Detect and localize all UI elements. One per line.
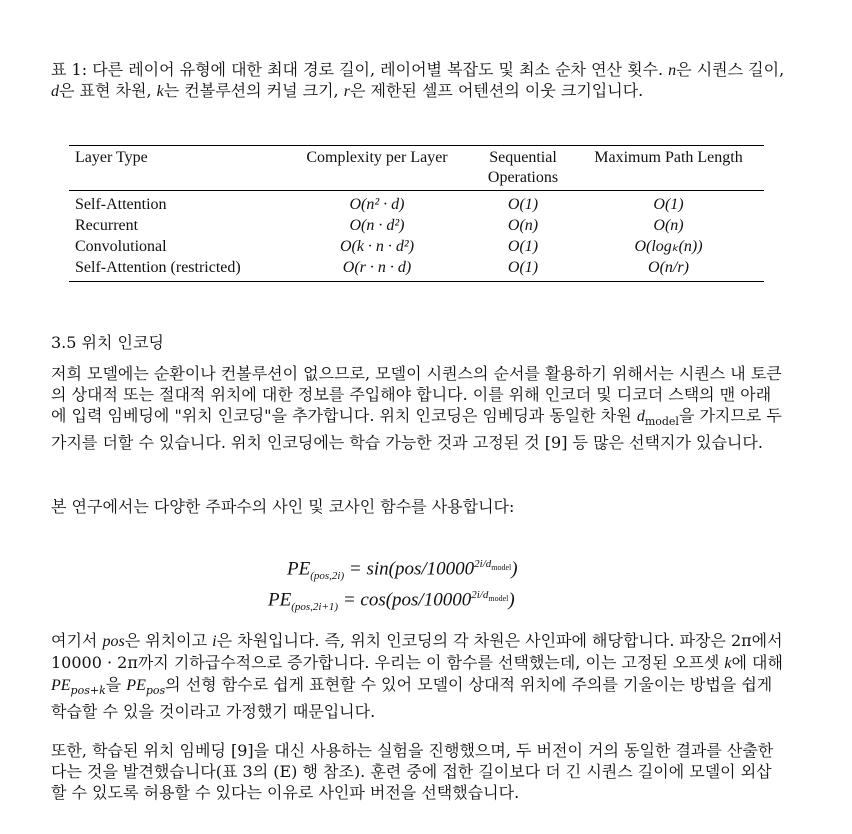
cell-layer: Recurrent (75, 217, 139, 234)
var-pe-pos: PE (126, 677, 146, 694)
eq2-exp-sub: model (488, 594, 509, 604)
var-pe-pos-sub: pos (145, 684, 166, 698)
cell-layer: Convolutional (75, 238, 167, 255)
header-complexity: Complexity per Layer (306, 149, 448, 166)
para3-text-6: 의 선형 함수로 쉽게 표현할 수 있어 모델이 상대적 위치에 주의를 기울이는 방법을 쉽게 학습할 수 있을 것이라고 가정했기 때문입니다. (51, 675, 773, 722)
equation-cos (268, 589, 515, 613)
caption-text-4: 은 제한된 셀프 어텐션의 이웃 크기입니다. (349, 81, 644, 100)
var-i: i (212, 633, 217, 650)
para3-text-4: 에 대해 (731, 653, 783, 672)
para3-text-2: 은 위치이고 (124, 631, 213, 650)
cell-max-path: O(1) (653, 196, 684, 213)
paragraph-learned-embeddings: 또한, 학습된 위치 임베딩 [9]을 대신 사용하는 실험을 진행했으며, 두 버전이 거의 동일한 결과를 산출한다는 것을 발견했습니다(표 3의 (E) 행 참조). 훈련 중에 접한 길이보다 더 긴 시퀀스 길이에 모델이 외삽할 수 있도록 허용할 수 있다는 이유로 사인파 버전을 선택했습니다. (51, 741, 774, 802)
eq2-lhs: PE (268, 589, 292, 611)
cell-complexity: O(k · n · d²) (339, 238, 415, 255)
cell-sequential: O(1) (507, 238, 539, 255)
section-title: 3.5 위치 인코딩 (51, 333, 164, 352)
para1-text-1: 저희 모델에는 순환이나 컨볼루션이 없으므로, 모델이 시퀀스의 순서를 활용하기 위해서는 시퀀스 내 토큰의 상대적 또는 절대적 위치에 대한 정보를 주입해야 합니다. 이를 위해 인코더 및 디코더 스택의 맨 아래에 입력 임베딩에 "위치 인코딩"을 추가합니다. 위치 인코딩은 임베딩과 동일한 차원 (51, 364, 782, 425)
table-row (69, 257, 764, 282)
eq1-exp-sub: model (491, 563, 512, 573)
var-n: n (668, 62, 677, 79)
equation-sin (287, 558, 518, 582)
cell-complexity: O(n · d²) (349, 217, 405, 234)
cell-sequential: O(1) (507, 259, 539, 276)
table-caption (51, 60, 791, 102)
cell-sequential: O(n) (507, 217, 539, 234)
eq2-rhs: = cos(pos/10000 (338, 589, 472, 611)
table-row (69, 191, 764, 216)
paragraph-wavelength (51, 630, 786, 722)
cell-max-path: O(n/r) (648, 259, 689, 276)
cell-sequential: O(1) (507, 196, 539, 213)
para1-text-2: 을 가지므로 두 가지를 더할 수 있습니다. 위치 인코딩에는 학습 가능한 것과 고정된 것 [9] 등 많은 선택지가 있습니다. (51, 406, 782, 453)
table-row (69, 215, 764, 236)
var-r: r (343, 83, 350, 100)
paragraph-sinusoid-intro: 본 연구에서는 다양한 주파수의 사인 및 코사인 함수를 사용합니다: (51, 497, 515, 516)
para3-text-1: 여기서 (51, 631, 103, 650)
cell-complexity: O(r · n · d) (342, 259, 412, 276)
eq1-sub: (pos,2i) (310, 570, 345, 583)
header-sequential: Sequential Operations (487, 149, 559, 186)
var-pos: pos (102, 633, 125, 650)
var-pe-pos-k-sub: pos+k (70, 684, 106, 698)
eq1-end: ) (511, 558, 518, 580)
eq1-exp: 2i/d (474, 558, 492, 570)
cell-complexity: O(n² · d) (349, 196, 405, 213)
paragraph-positional-encoding (51, 363, 786, 453)
cell-layer: Self-Attention (restricted) (75, 259, 241, 276)
var-dmodel-sub: model (644, 415, 679, 429)
cell-max-path: O(logₖ(n)) (634, 238, 703, 255)
var-k: k (156, 83, 164, 100)
var-dmodel: d (636, 408, 645, 425)
cell-max-path: O(n) (653, 217, 684, 234)
caption-text-3: 는 컨볼루션의 커널 크기, (163, 81, 344, 100)
var-k-offset: k (724, 655, 732, 672)
var-pe-pos-k: PE (51, 677, 71, 694)
eq1-lhs: PE (287, 558, 311, 580)
complexity-table (69, 145, 764, 282)
para3-text-5: 을 (105, 675, 127, 694)
var-d: d (51, 83, 59, 100)
para3-text-3: 은 차원입니다. 즉, 위치 인코딩의 각 차원은 사인파에 해당합니다. 파장은 2π에서 10000 · 2π까지 기하급수적으로 증가합니다. 우리는 이 함수를 선택했는데, 이는 고정된 오프셋 (51, 631, 783, 672)
eq2-exp: 2i/d (471, 589, 489, 601)
paper-page (51, 60, 791, 802)
header-layer-type: Layer Type (75, 149, 148, 166)
header-max-path: Maximum Path Length (594, 149, 743, 166)
cell-layer: Self-Attention (75, 196, 167, 213)
caption-text-2: 은 표현 차원, (59, 81, 157, 100)
eq2-end: ) (508, 589, 515, 611)
eq1-rhs: = sin(pos/10000 (344, 558, 475, 580)
eq2-sub: (pos,2i+1) (291, 601, 339, 614)
table-row (69, 236, 764, 257)
table-header-row (69, 146, 764, 191)
caption-prefix: 표 1: 다른 레이어 유형에 대한 최대 경로 길이, 레이어별 복잡도 및 최소 순차 연산 횟수. (51, 60, 669, 79)
caption-text-1: 은 시퀀스 길이, (676, 60, 785, 79)
